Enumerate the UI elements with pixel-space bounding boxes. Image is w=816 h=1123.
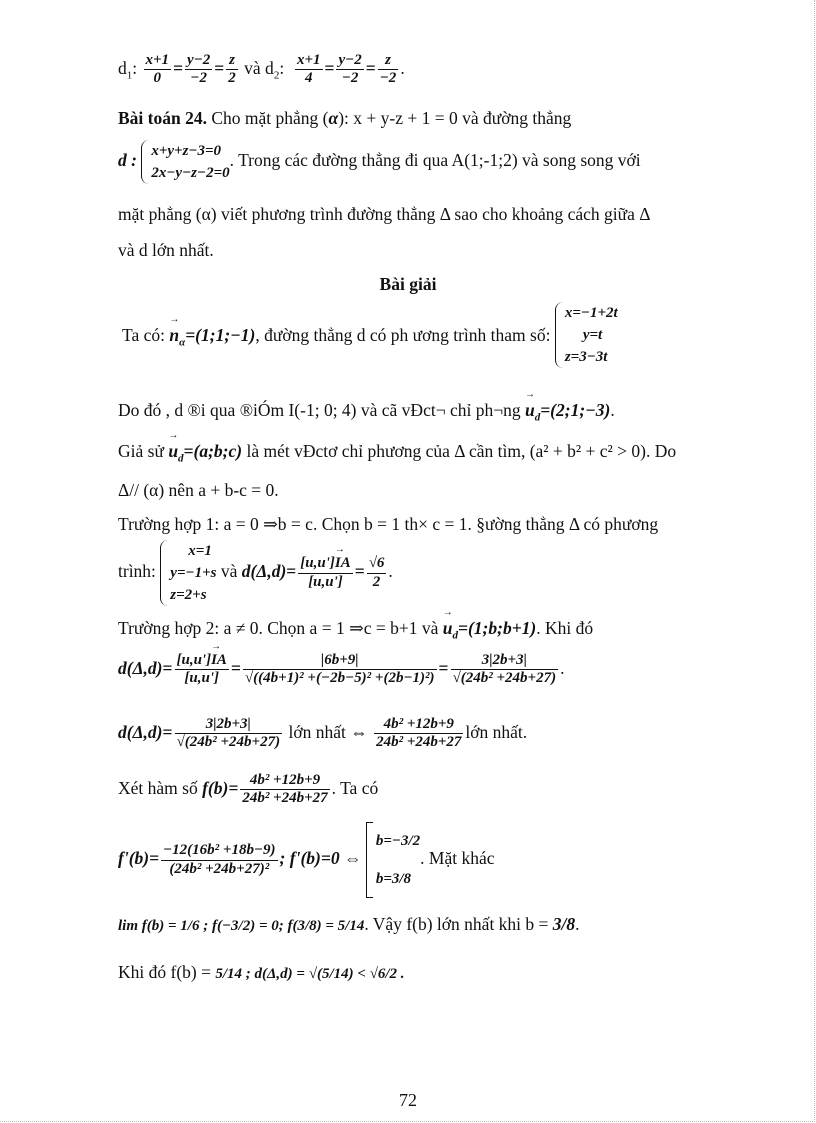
fb-num: 4b² +12b+9 bbox=[240, 772, 329, 790]
solution-heading: Bài giải bbox=[379, 274, 437, 294]
lon-nhat-iff: lớn nhất ⇔ bbox=[288, 721, 368, 742]
case-1-equation-line: trình: x=1 y=−1+s z=2+s và d(Δ,d)= $\frac{[u,u']\to IA}{[u,u']}$ = $\frac{√6}{2}$ . bbox=[118, 540, 393, 606]
param-system bbox=[555, 302, 618, 368]
limit-line: lim f(b) = 1/6 ; f(−3/2) = 0; f(3/8) = 5/14. Vậy f(b) lớn nhất khi b = 3/8. bbox=[118, 914, 580, 934]
fb-label: f(b)= bbox=[202, 777, 239, 798]
d2-num-2: y−2 bbox=[336, 52, 363, 70]
d1-frac-1 bbox=[144, 52, 172, 88]
ta-co-mid: , đường thẳng d có ph ương trình tham số: bbox=[255, 325, 551, 346]
simplified-num: 3|2b+3| bbox=[451, 652, 559, 670]
n-alpha-sub: α bbox=[179, 336, 186, 349]
plane-equation: ): x + y-z + 1 = 0 và đường thẳng bbox=[338, 108, 572, 128]
big-distance-formula: d(Δ,d)= $\frac{[u,u']\to IA}{[u,u']}$ = $\frac{|6b+9|}{\text{√((4b+1)² +(−2b−5)² +(2b−1)²)}}$ = $\frac{3|2b+3|}{\text{√(24b² +24b+27)}}$ . bbox=[118, 652, 564, 688]
parallel-condition: Δ// (α) nên a + b-c = 0. bbox=[118, 480, 279, 500]
problem-intro: Cho mặt phẳng ( bbox=[211, 108, 329, 128]
khi-do-final: Khi đó f(b) = bbox=[118, 962, 211, 982]
line-do-do: Do đó , d ®i qua ®iÓm I(-1; 0; 4) và cã vÐct¬ chỉ ph¬ng → $u_d=(2;1;-3)$. bbox=[118, 400, 615, 424]
fb-den: 24b² +24b+27 bbox=[242, 790, 328, 807]
root-1: b=−3/2 bbox=[375, 833, 421, 849]
d1-num-3: z bbox=[226, 52, 238, 70]
case-2-ud-sub: d bbox=[452, 629, 458, 642]
param-2: y=t bbox=[582, 327, 603, 343]
d-tail: . Trong các đường thẳng đi qua A(1;-1;2) và song song với bbox=[229, 150, 641, 171]
cross-2: [u,u'] bbox=[176, 652, 212, 668]
ta-co: Ta có: bbox=[122, 325, 165, 346]
case-1-distance-frac bbox=[298, 555, 352, 591]
ia-2: → IA bbox=[211, 652, 227, 669]
expanded-frac bbox=[243, 652, 437, 688]
mat-khac: . Mặt khác bbox=[420, 848, 495, 869]
d1-den-3: 2 bbox=[228, 70, 236, 87]
u-d-sub: d bbox=[534, 411, 541, 424]
d2-den-2: −2 bbox=[341, 70, 359, 87]
khi-do: . Khi đó bbox=[536, 618, 594, 638]
case-2-ud-value: =(1;b;b+1) bbox=[457, 618, 537, 638]
fprime-den: (24b² +24b+27)² bbox=[169, 860, 270, 877]
d2-num-3: z bbox=[378, 52, 399, 70]
distance-symbol-2: d(Δ,d) bbox=[118, 657, 163, 678]
two: 2 bbox=[372, 573, 381, 590]
expanded-den: √((4b+1)² +(−2b−5)² +(2b−1)²) bbox=[244, 670, 435, 687]
lon-nhat-2: lớn nhất. bbox=[465, 721, 528, 742]
fprime-label: f'(b)= bbox=[118, 848, 160, 869]
d1-den-2: −2 bbox=[190, 70, 207, 87]
d1-frac-3 bbox=[226, 52, 238, 88]
d-label: d : bbox=[118, 150, 137, 171]
d3-num: 3|2b+3| bbox=[175, 716, 283, 734]
b-optimal: 3/8 bbox=[552, 914, 576, 934]
ta-co-2: . Ta có bbox=[331, 777, 379, 798]
case-2-line bbox=[118, 618, 593, 642]
d-row-1: x+y+z−3=0 bbox=[151, 143, 222, 159]
fprime-frac bbox=[161, 842, 277, 878]
distance-frac-3 bbox=[175, 716, 283, 752]
cross-product-den: [u,u'] bbox=[308, 573, 343, 590]
d2-sub: 2 bbox=[273, 69, 280, 82]
problem-line-4: và d lớn nhất. bbox=[118, 240, 214, 260]
sqrt6-frac bbox=[367, 555, 387, 591]
roots-bracket bbox=[366, 822, 420, 898]
d3-den: √(24b² +24b+27) bbox=[176, 734, 281, 751]
u-vector: → u bbox=[168, 441, 178, 462]
expanded-num: |6b+9| bbox=[243, 652, 437, 670]
do-do-text: Do đó , d ®i qua ®iÓm I(-1; 0; 4) và cã vÐct¬ chỉ ph¬ng bbox=[118, 400, 521, 420]
alpha-symbol: α bbox=[328, 108, 339, 128]
ia-vector: → IA bbox=[335, 555, 351, 572]
d1-num-1: x+1 bbox=[144, 52, 172, 70]
distance-symbol: d(Δ,d) bbox=[241, 561, 287, 582]
f-num: 4b² +12b+9 bbox=[374, 716, 463, 734]
limit-values: lim f(b) = 1/6 ; f(−3/2) = 0; f(3/8) = 5/14 bbox=[118, 918, 365, 934]
distance-symbol-3: d(Δ,d) bbox=[118, 721, 163, 742]
param-1: x=−1+2t bbox=[564, 305, 618, 321]
line-d1-d2: $d_1$: $\frac{x+1}{0}$ = $\frac{y-2}{-2}$ = $\frac{z}{2}$ và $d_2$: $\frac{x+1}{4}$ = $\frac{y-2}{-2}$ = $\frac{z}{-2}$ . bbox=[118, 52, 405, 87]
d1-frac-2 bbox=[185, 52, 212, 88]
case-1-text: Trường hợp 1: a = 0 ⇒b = c. Chọn b = 1 th× c = 1. §ường thẳng Δ có phương bbox=[118, 514, 659, 534]
colon: : bbox=[132, 57, 138, 78]
fprime-num: −12(16b² +18b−9) bbox=[161, 842, 277, 860]
root-2: b=3/8 bbox=[375, 871, 412, 887]
simplified-frac bbox=[451, 652, 559, 688]
case-1-p1: x=1 bbox=[188, 543, 212, 559]
d-system bbox=[141, 140, 229, 184]
page-number: 72 bbox=[399, 1090, 417, 1110]
d2-frac-3 bbox=[378, 52, 399, 88]
d2-frac-1 bbox=[295, 52, 323, 88]
case-2-ud: → u bbox=[443, 618, 453, 639]
distance-frac-2 bbox=[175, 652, 229, 688]
case-1-p2: y=−1+s bbox=[170, 565, 217, 581]
u-abc: =(a;b;c) bbox=[183, 441, 243, 461]
fprime-zero: ; f'(b)=0 ⇔ bbox=[279, 848, 362, 869]
u-vector-sub: d bbox=[178, 452, 184, 465]
d1-label: d bbox=[118, 57, 127, 78]
cross-2-den: [u,u'] bbox=[184, 670, 220, 687]
sqrt6: √6 bbox=[367, 555, 387, 573]
xet-ham-so-line bbox=[118, 772, 378, 808]
join-text: và d bbox=[244, 57, 274, 78]
d-row-2: 2x−y−z−2=0 bbox=[151, 165, 230, 181]
fb-frac bbox=[240, 772, 329, 808]
d2-frac-2 bbox=[336, 52, 363, 88]
u-d: → u bbox=[525, 400, 535, 421]
problem-title-line bbox=[118, 108, 571, 129]
final-result: 5/14 ; d(Δ,d) = √(5/14) < √6/2 . bbox=[215, 966, 405, 982]
u-d-value: =(2;1;−3) bbox=[540, 400, 611, 420]
line-d-system bbox=[118, 140, 641, 184]
d1-den-1: 0 bbox=[153, 70, 162, 87]
problem-title: Bài toán 24. bbox=[118, 108, 207, 128]
case-1-va: và bbox=[220, 561, 238, 582]
param-3: z=3−3t bbox=[564, 349, 608, 365]
d2-num-1: x+1 bbox=[295, 52, 323, 70]
gia-su-rest: là mét vÐctơ chỉ phương của Δ cần tìm, (a² + b² + c² > 0). Do bbox=[246, 441, 677, 461]
case-2-text: Trường hợp 2: a ≠ 0. Chọn a = 1 ⇒c = b+1 và bbox=[118, 618, 439, 638]
cross-product: [u,u'] bbox=[300, 555, 335, 572]
case-1-system bbox=[160, 540, 216, 606]
f-frac bbox=[374, 716, 463, 752]
d2-den-1: 4 bbox=[304, 70, 313, 87]
case-1-p3: z=2+s bbox=[170, 587, 207, 603]
d2-den-3: −2 bbox=[379, 70, 397, 87]
n-alpha: → n bbox=[169, 325, 179, 346]
line1-end: . bbox=[400, 57, 405, 78]
problem-line-3: mặt phẳng (α) viết phương trình đường thẳng Δ sao cho khoảng cách giữa Δ bbox=[118, 204, 651, 224]
gia-su: Giả sử bbox=[118, 441, 164, 461]
trinh: trình: bbox=[118, 561, 156, 582]
f-den: 24b² +24b+27 bbox=[376, 734, 462, 751]
simplified-den: √(24b² +24b+27) bbox=[452, 670, 557, 687]
derivative-line bbox=[118, 822, 495, 898]
final-line bbox=[118, 962, 405, 983]
line-ta-co bbox=[122, 306, 618, 368]
d1-num-2: y−2 bbox=[185, 52, 212, 70]
d1-sub: 1 bbox=[126, 69, 133, 82]
vay-text: . Vậy f(b) lớn nhất khi b = bbox=[364, 914, 549, 934]
line-gia-su bbox=[118, 441, 676, 465]
n-alpha-value: =(1;1;−1) bbox=[185, 325, 256, 346]
xet-ham-so: Xét hàm số bbox=[118, 777, 198, 798]
max-condition-line: d(Δ,d)= $\frac{3|2b+3|}{\text{√(24b² +24b+27)}}$ lớn nhất ⇔ $\frac{\text{4b² +12b+9}}{\text{24b² +24b+27}}$ lớn nhất. bbox=[118, 716, 528, 751]
